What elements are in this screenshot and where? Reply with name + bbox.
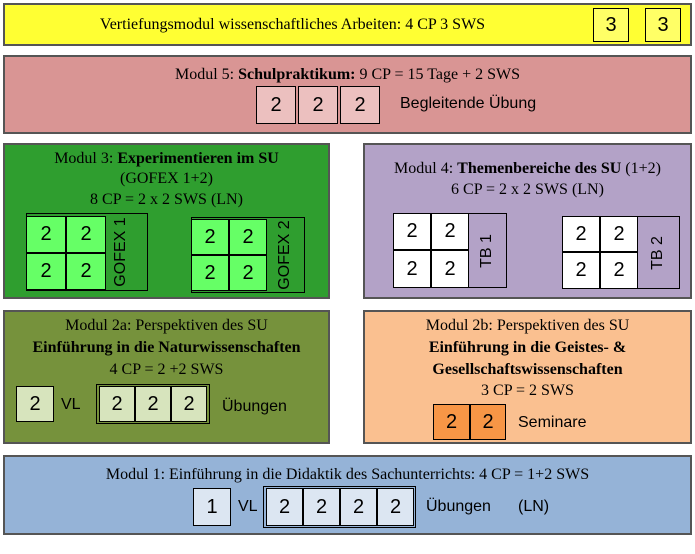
module-5-prefix: Modul 5: xyxy=(175,66,239,83)
sws-cell: 2 xyxy=(600,216,638,252)
sws-cell: 2 xyxy=(470,404,506,440)
module-5-name: Schulpraktikum: xyxy=(238,66,356,83)
sws-cell: 2 xyxy=(393,213,431,250)
module-2b-subtitle-2 xyxy=(365,360,690,380)
gofex-1-label: GOFEX 1 xyxy=(112,217,129,287)
sws-cell: 2 xyxy=(562,252,600,289)
module-vertiefung-title: Vertiefungsmodul wissenschaftliches Arbeiten: 4 CP 3 SWS xyxy=(99,16,486,33)
sws-cell: 2 xyxy=(266,488,303,526)
sws-cell: 3 xyxy=(645,8,681,42)
module-1-uebungen-label: Übungen xyxy=(426,498,491,515)
sws-cell: 2 xyxy=(431,250,469,288)
module-5-title xyxy=(5,65,690,85)
sws-cell: 2 xyxy=(26,253,66,290)
sws-cell: 2 xyxy=(135,386,171,422)
module-3-prefix: Modul 3: xyxy=(54,150,118,167)
module-3-credits: 8 CP = 2 x 2 SWS (LN) xyxy=(90,191,243,208)
sws-cell: 2 xyxy=(393,250,431,288)
sws-cell: 2 xyxy=(303,488,340,526)
sws-cell: 2 xyxy=(340,86,380,124)
sws-cell: 3 xyxy=(593,8,629,42)
module-4-suffix: (1+2) xyxy=(621,160,661,177)
module-2a-credits: 4 CP = 2 +2 SWS xyxy=(109,361,224,378)
sws-cell: 2 xyxy=(377,488,414,526)
sws-cell: 2 xyxy=(191,255,229,291)
sws-cell: 2 xyxy=(600,252,638,289)
module-vertiefung xyxy=(3,3,692,46)
sws-cell: 2 xyxy=(191,219,229,255)
module-2a-name: Einführung in die Naturwissenschaften xyxy=(32,339,301,356)
sws-cell: 2 xyxy=(66,216,106,253)
module-2a-title: Modul 2a: Perspektiven des SU xyxy=(65,317,268,334)
tb-1-label: TB 1 xyxy=(478,234,495,268)
module-2b-title: Modul 2b: Perspektiven des SU xyxy=(425,317,630,334)
sws-cell: 1 xyxy=(193,488,231,526)
module-4-prefix: Modul 4: xyxy=(394,160,458,177)
tb-2-label: TB 2 xyxy=(649,236,666,270)
module-3-name: Experimentieren im SU xyxy=(117,150,279,167)
module-2b-subtitle-1 xyxy=(365,338,690,358)
module-4-title xyxy=(365,159,690,179)
sws-cell: 2 xyxy=(433,404,470,440)
sws-cell: 2 xyxy=(431,213,469,250)
module-2a-vl-label: VL xyxy=(61,396,81,413)
module-3-subtitle: (GOFEX 1+2) xyxy=(119,170,213,187)
module-1-ln-label: (LN) xyxy=(518,498,550,515)
module-4-name: Themenbereiche des SU xyxy=(457,160,622,177)
module-2b-label: Seminare xyxy=(518,414,587,431)
module-4-credits: 6 CP = 2 x 2 SWS (LN) xyxy=(451,181,604,198)
module-1-title: Modul 1: Einführung in die Didaktik des Sachunterrichts: 4 CP = 1+2 SWS xyxy=(105,466,590,483)
sws-cell: 2 xyxy=(171,386,207,422)
sws-cell: 2 xyxy=(562,216,600,252)
sws-cell: 2 xyxy=(298,86,338,124)
module-2a-uebungen-label: Übungen xyxy=(222,398,287,415)
sws-cell: 2 xyxy=(66,253,106,290)
sws-cell: 2 xyxy=(99,386,135,422)
module-5-label: Begleitende Übung xyxy=(400,95,537,112)
sws-cell: 2 xyxy=(229,219,267,255)
sws-cell: 2 xyxy=(229,255,267,291)
sws-cell: 2 xyxy=(340,488,377,526)
module-2b-credits: 3 CP = 2 SWS xyxy=(481,382,574,399)
sws-cell: 2 xyxy=(26,216,66,253)
module-1-vl-label: VL xyxy=(238,498,258,515)
sws-cell: 2 xyxy=(256,86,296,124)
module-2b-name-2: Gesellschaftswissenschaften xyxy=(432,361,623,378)
module-5-credits: 9 CP = 15 Tage + 2 SWS xyxy=(355,66,520,83)
module-2a-subtitle xyxy=(5,338,328,358)
module-3-title xyxy=(5,149,328,169)
gofex-2-label: GOFEX 2 xyxy=(276,220,293,290)
module-2b-name-1: Einführung in die Geistes- & xyxy=(428,339,627,356)
sws-cell: 2 xyxy=(16,386,54,422)
